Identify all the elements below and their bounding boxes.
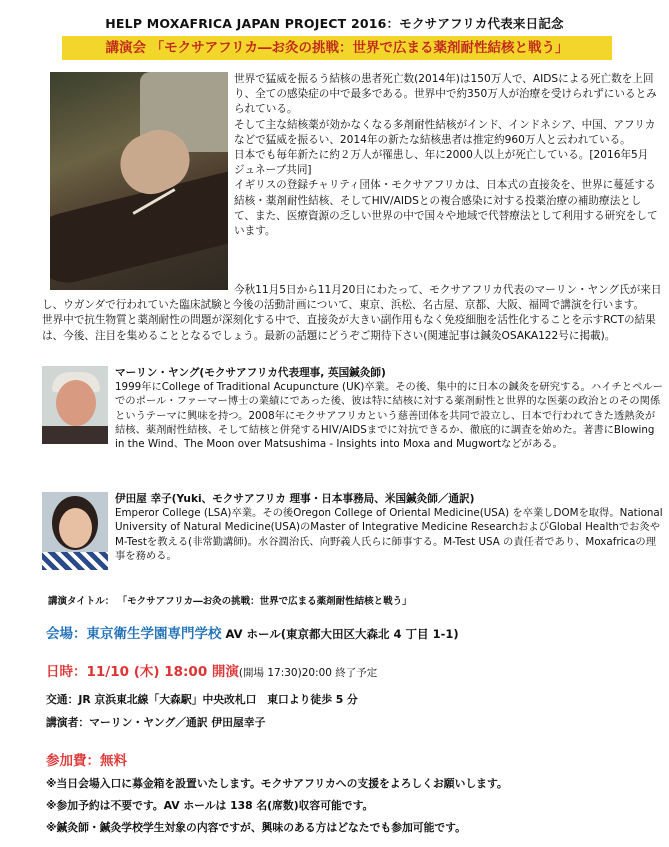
lecturer-info: 講演者：マーリン・ヤング／通訳 伊田屋幸子 (46, 716, 266, 729)
venue-line (46, 622, 459, 642)
talk-title: 講演タイトル： 「モクサアフリカ―お灸の挑戦：世界で広まる薬剤耐性結核と戦う」 (48, 596, 412, 607)
speaker-description: Emperor College (LSA)卒業。その後Oregon College of Oriental Medicine(USA) を卒業しDOMを取得。National University of Natural Medicine(USA)のMaster of Integrative Medicine ResearchおよびGlobal Healthでお灸やM-Testを教える(非常勤講師)。水谷潤治氏、向野義人氏らに師事する。M-Test USA の責任者であり、Moxafricaの理事を務める。 (115, 507, 663, 562)
datetime-detail: (開場 17:30)20:00 終了予定 (238, 667, 378, 679)
speaker-name: 伊田屋 幸子(Yuki、モクサアフリカ 理事・日本事務局、米国鍼灸師／通訳) (115, 493, 475, 505)
datetime-line (46, 660, 377, 680)
intro-paragraph-5: 今秋11月5日から11月20日にわたって、モクサアフリカ代表のマーリン・ヤング氏が来日し、ウガンダで行われていた臨床試験と今後の活動計画について、東京、浜松、名古屋、京都、大阪、福岡で講演を行います。 (42, 284, 662, 312)
note-audience: ※鍼灸師・鍼灸学校学生対象の内容ですが、興味のある方はどなたでも参加可能です。 (46, 821, 466, 834)
project-header: HELP MOXAFRICA JAPAN PROJECT 2016：モクサアフリカ代表来日記念 (105, 16, 564, 31)
venue-label: 会場：東京衛生学園専門学校 (46, 626, 222, 642)
speaker-bio-young (115, 366, 665, 451)
speaker-name: マーリン・ヤング(モクサアフリカ代表理事, 英国鍼灸師) (115, 367, 386, 379)
moxibustion-photo (50, 72, 228, 290)
intro-text-upper (234, 72, 659, 239)
access-info: 交通：JR 京浜東北線「大森駅」中央改札口 東口より徒歩 5 分 (46, 693, 358, 706)
datetime-label: 日時：11/10 (木) 18:00 開演 (46, 664, 239, 680)
intro-paragraph-3: 日本でも毎年新たに約２万人が罹患し、年に2000人以上が死亡している。[2016年5月 ジュネーブ共同] (234, 149, 649, 177)
intro-paragraph-4: イギリスの登録チャリティ団体・モクサアフリカは、日本式の直接灸を、世界に蔓延する結核・薬剤耐性結核、そしてHIV/AIDSとの複合感染に対する投薬治療の補助療法として、また、医療資源の乏しい世界の中で国々や地域で代替療法として利用する研究をしています。 (234, 179, 658, 238)
speaker-bio-idaya (115, 492, 665, 563)
note-donation: ※当日会場入口に募金箱を設置いたします。モクサアフリカへの支援をよろしくお願いします。 (46, 777, 508, 790)
speaker-photo-young (42, 366, 108, 444)
intro-paragraph-2: そして主な結核薬が効かなくなる多剤耐性結核がインド、インドネシア、中国、アフリカなどで猛威を振るい、2014年の新たな結核患者は推定約960万人と云われている。 (234, 118, 656, 146)
speaker-photo-idaya (42, 492, 108, 570)
speaker-description: 1999年にCollege of Traditional Acupuncture (UK)卒業。その後、集中的に日本の鍼灸を研究する。ハイチとペルーでのポール・ファーマー博士の業績にであった後、彼は特に結核に対する薬剤耐性と世界的な医薬の政治とのその関係というテーマに興味を持つ。2008年にモクサアフリカという慈善団体を共同で設立し、日本で行われてきた透熱灸が結核、薬剤耐性結核、そして結核と併発するHIV/AIDSまでに対抗できるか、徹底的に調査を始めた。著書にBlowing in the Wind、The Moon over Matsushima - Insights into Moxa and Mugwortなどがある。 (115, 381, 663, 451)
intro-text-lower (42, 283, 662, 344)
lecture-title-banner (62, 36, 612, 60)
banner-text: 講演会 「モクサアフリカ―お灸の挑戦：世界で広まる薬剤耐性結核と戦う」 (105, 40, 569, 56)
venue-address: AV ホール(東京都大田区大森北 4 丁目 1-1) (221, 627, 459, 641)
intro-paragraph-1: 世界で猛威を振るう結核の患者死亡数(2014年)は150万人で、AIDSによる死亡数を上回り、全ての感染症の中で最多である。世界中で約350万人が治療を受けられずにいるとみられている。 (234, 73, 657, 116)
fee-line: 参加費：無料 (46, 753, 127, 769)
intro-paragraph-6: 世界中で抗生物質と薬剤耐性の問題が深刻化する中で、直接灸が大きい副作用もなく免疫細胞を活性化することを示すRCTの結果は、今後、注目を集めることとなるでしょう。最新の話題にどうぞご期待下さい(関連記事は鍼灸OSAKA122号に掲載)。 (42, 314, 656, 342)
note-reservation: ※参加予約は不要です。AV ホールは 138 名(席数)収容可能です。 (46, 799, 374, 812)
